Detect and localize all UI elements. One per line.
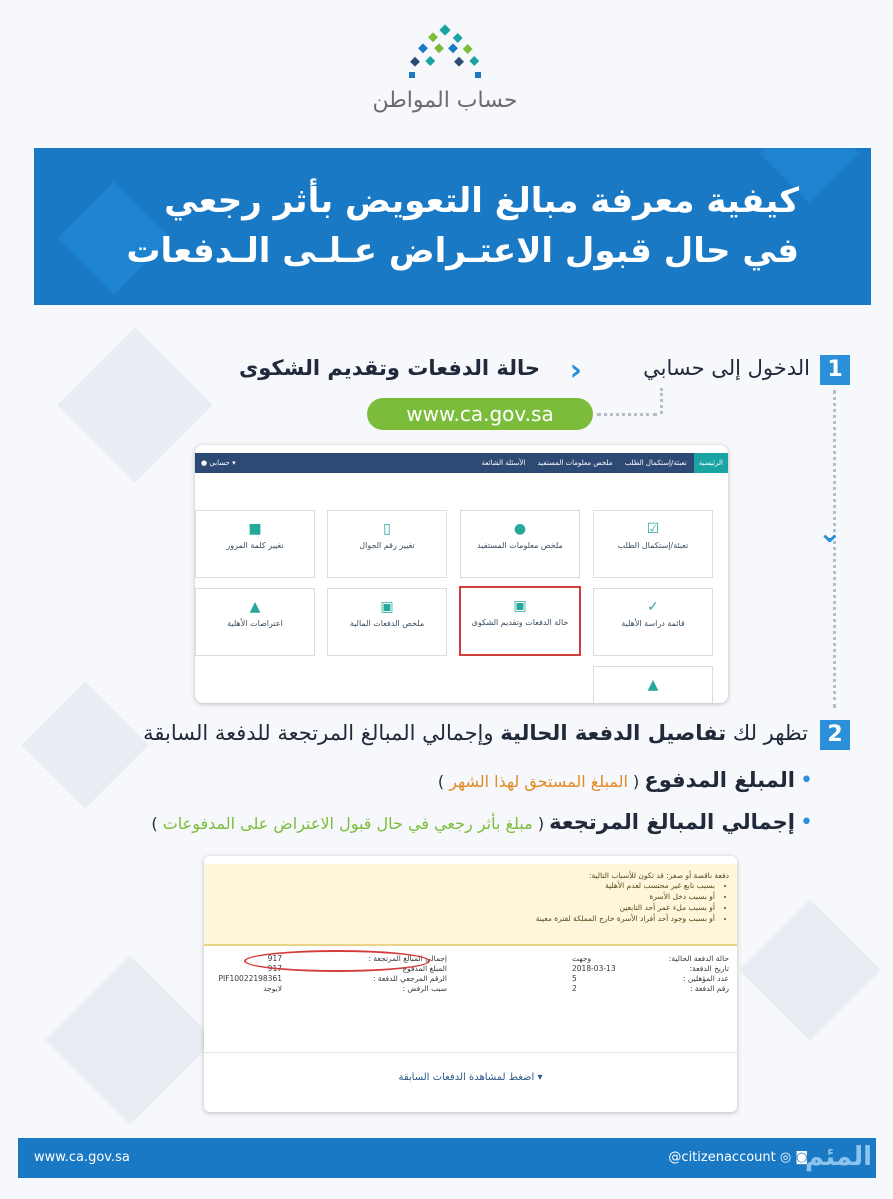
tile-payment-status[interactable] [459,586,581,656]
tile-fill-request[interactable] [593,510,713,578]
detail-value: لايوجد [263,984,282,993]
tile-label: تعبئة/إستكمال الطلب [617,541,689,550]
current-payment-labels [657,954,729,994]
tile-label: ملخص الدفعات المالية [349,619,425,628]
nav-fill-request[interactable]: تعبئة/إستكمال الطلب [624,459,687,467]
warning-icon: ▲ [647,677,659,693]
detail-label: عدد المؤهلين : [682,974,729,983]
tile-change-mobile[interactable] [327,510,447,578]
check-circle-icon: ✓ [647,599,659,615]
detail-label: حالة الدفعة الحالية: [668,954,729,963]
detail-value: 917 [267,954,282,963]
tile-payment-summary[interactable] [327,588,447,656]
detail-label: إجمالي المبالغ المرتجعة : [368,954,447,963]
chevron-left-icon: ‹ [569,353,582,388]
dotted-connector [597,413,657,416]
step-2-instruction [30,721,808,745]
title-line-1: كيفية معرفة مبالغ التعويض بأثر رجعي [164,181,799,221]
background-decoration [45,955,215,1125]
view-previous-payments-button[interactable] [204,1052,737,1109]
chevron-down-icon: ⌄ [818,516,842,549]
detail-value: 2018-03-13 [572,964,616,973]
handle-text: @citizenaccount [668,1150,776,1165]
tile-label: حالة الدفعات وتقديم الشكوى [471,618,569,627]
paid-amount-label: المبلغ المدفوع [644,768,795,792]
money-icon: ▣ [380,599,394,615]
portal-screenshot [195,445,728,703]
notice-heading: دفعة ناقصة أو صفر: قد تكون للأسباب التالية: [588,871,729,880]
step-1-login-text: الدخول إلى حسابي [643,356,810,380]
tile-partial[interactable] [593,666,713,703]
view-previous-payments-label: اضغط لمشاهدة الدفعات السابقة [398,1072,535,1083]
warning-icon: ▲ [249,599,261,615]
step-1-destination: حالة الدفعات وتقديم الشكوى [239,356,540,380]
background-decoration [739,899,880,1040]
mobile-phone-icon: ▯ [383,521,391,537]
detail-label: سبب الرفض : [402,984,447,993]
notice-item: • أو بسبب وجود أحد أفراد الأسرة خارج المملكة لفترة معينة [536,913,715,924]
detail-label: رقم الدفعة : [689,984,729,993]
payment-details-screenshot [204,856,737,1112]
background-decoration [57,327,213,483]
step-2-post: وإجمالي المبالغ المرتجعة للدفعة السابقة [143,721,494,745]
dotted-connector [660,388,663,414]
user-icon: ● [201,459,208,467]
nav-my-account[interactable]: ▾ حسابي ● [201,459,236,467]
notice-list [536,880,727,924]
dotted-timeline [833,390,836,708]
detail-value: 5 [572,974,577,983]
title-banner [34,148,871,305]
detail-value: 2 [572,984,577,993]
detail-label: الرقم المرجعي للدفعة : [372,974,447,983]
twitter-icon: ◎ [779,1150,792,1165]
citizen-account-logo-icon [400,22,490,84]
detail-label: تاريخ الدفعة: [689,964,729,973]
tile-label: تغيير رقم الجوال [359,541,415,550]
nav-beneficiary-summary[interactable]: ملخص معلومات المستفيد [537,459,613,467]
step-1-instruction [239,353,810,390]
step-2-pre: تظهر لك [732,721,808,745]
highlight-oval [244,950,430,972]
checkbox-icon: ☑ [646,521,660,537]
notice-item: • أو بسبب دخل الأسرة [536,891,715,902]
tile-eligibility-objections[interactable] [195,588,315,656]
detail-label: المبلغ المدفوع [402,964,447,973]
footer-bar [18,1138,876,1178]
detail-value: 917 [267,964,282,973]
page-title [99,176,799,276]
step-2-badge: 2 [820,720,850,750]
tile-label: قائمة دراسة الأهلية [621,619,685,628]
paren-open: ( [633,772,640,791]
current-payment-values [572,954,632,994]
bullet-dot: • [800,768,813,793]
tile-label: ملخص معلومات المستفيد [477,541,563,550]
step-1-badge: 1 [820,355,850,385]
footer-social-handle[interactable] [668,1138,808,1178]
returned-amount-label: إجمالي المبالغ المرتجعة [549,810,795,834]
instagram-icon: ◙ [795,1150,808,1165]
portal-navbar [195,453,728,473]
returned-amount-description: مبلغ بأثر رجعي في حال قبول الاعتراض على المدفوعات [162,814,533,833]
paren-open: ( [537,814,545,833]
bullet-dot: • [800,810,813,835]
tile-beneficiary-summary[interactable] [460,510,580,578]
money-icon: ▣ [513,598,527,614]
paid-amount-description: المبلغ المستحق لهذا الشهر [449,772,628,791]
detail-value: PIF10022198361 [218,974,282,983]
lock-icon: ■ [248,521,262,537]
tile-change-password[interactable] [195,510,315,578]
nav-faq[interactable]: الأسئلة الشائعة [481,459,526,467]
nav-home[interactable]: الرئيسية [694,453,728,473]
notice-item: • بسبب تابع غير محتسب لعدم الأهلية [536,880,715,891]
step-2-bold: تفاصيل الدفعة الحالية [500,721,727,745]
bullet-paid-amount [93,768,813,793]
tile-label: اعتراضات الأهلية [227,619,283,628]
footer-url[interactable]: www.ca.gov.sa [34,1150,130,1165]
person-icon: ● [513,521,527,537]
notice-item: • أو بسبب ملء عمر أحد التابعين [536,902,715,913]
title-line-2: في حال قبول الاعتـراض عـلـى الـدفعات [126,231,799,271]
tile-label: تغيير كلمة المرور [226,541,284,550]
bullet-returned-amount [93,810,813,835]
paren-close: ) [151,814,158,833]
tile-eligibility-study[interactable] [593,588,713,656]
paren-close: ) [437,772,445,791]
detail-value: وجهت [572,954,592,963]
partial-payment-notice [204,864,737,946]
logo-text: حساب المواطن [372,88,518,113]
caret-down-icon: ▾ [537,1072,543,1083]
website-url-link[interactable]: www.ca.gov.sa [367,398,593,430]
watermark-logo: المئم [804,1142,872,1172]
nav-my-account-label: حسابي [209,459,230,467]
